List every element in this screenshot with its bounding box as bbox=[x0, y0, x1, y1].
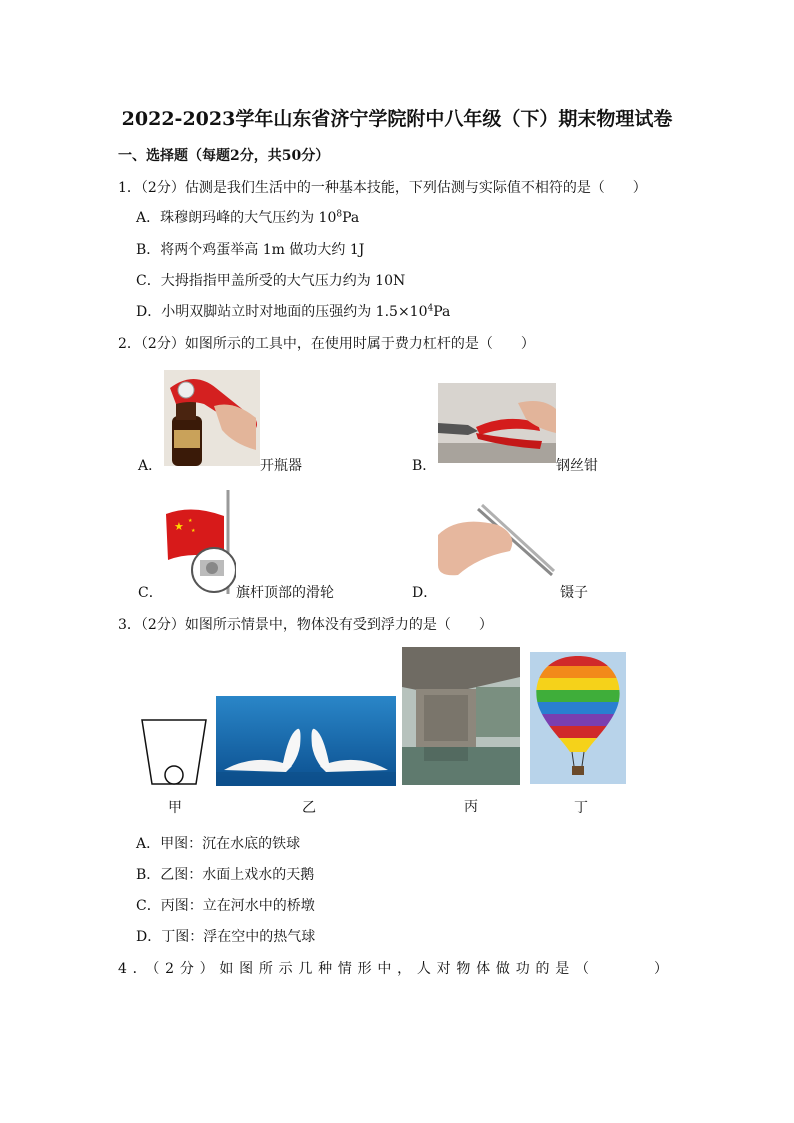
q2-option-d-caption: 镊子 bbox=[560, 585, 588, 601]
q3-option-a: A．甲图：沉在水底的铁球 bbox=[136, 836, 301, 852]
q3-caption-bing: 丙 bbox=[464, 799, 478, 815]
tweezers-image bbox=[438, 495, 556, 587]
q1-option-d: D．小明双脚站立时对地面的压强约为 $1.5\times 10^4Pa$ bbox=[136, 303, 451, 320]
pliers-image bbox=[438, 383, 556, 463]
q3-stem: 3．（2分）如图所示情景中，物体没有受到浮力的是（ ） bbox=[118, 617, 493, 633]
page-title: 2022-2023学年山东省济宁学院附中八年级（下）期末物理试卷 bbox=[121, 108, 673, 130]
swans-image bbox=[216, 696, 396, 786]
q2-option-c-caption: 旗杆顶部的滑轮 bbox=[236, 585, 334, 601]
q2-option-c-label: C． bbox=[138, 585, 163, 601]
q1-option-c: C．大拇指指甲盖所受的大气压力约为 10N bbox=[136, 273, 406, 289]
q2-option-a-caption: 开瓶器 bbox=[260, 458, 302, 474]
bridge-pier-image bbox=[402, 647, 520, 785]
bottle-opener-image bbox=[164, 370, 260, 466]
container-ball-image bbox=[138, 716, 210, 788]
section-heading: 一、选择题（每题2分，共50分） bbox=[118, 148, 330, 164]
q1-option-b: B．将两个鸡蛋举高 1m 做功大约 1J bbox=[136, 242, 365, 258]
hot-air-balloon-image bbox=[530, 652, 626, 784]
q1-stem: 1．（2分）估测是我们生活中的一种基本技能，下列估测与实际值不相符的是（ ） bbox=[118, 180, 647, 196]
q1-option-a: A．珠穆朗玛峰的大气压约为 $10^8Pa$ bbox=[136, 209, 360, 226]
svg-text:★: ★ bbox=[188, 518, 193, 524]
q2-option-b-label: B． bbox=[412, 458, 437, 474]
svg-text:★: ★ bbox=[174, 520, 184, 533]
q2-option-b-caption: 钢丝钳 bbox=[556, 458, 598, 474]
q3-option-b: B．乙图：水面上戏水的天鹅 bbox=[136, 867, 315, 883]
q3-caption-yi: 乙 bbox=[302, 800, 316, 816]
svg-text:★: ★ bbox=[191, 528, 196, 534]
q3-caption-ding: 丁 bbox=[574, 800, 588, 816]
q2-stem: 2．（2分）如图所示的工具中，在使用时属于费力杠杆的是（ ） bbox=[118, 336, 535, 352]
q2-option-d-label: D． bbox=[412, 585, 438, 601]
flagpole-pulley-image bbox=[164, 490, 236, 594]
q3-option-d: D．丁图：浮在空中的热气球 bbox=[136, 929, 316, 945]
q3-option-c: C．丙图：立在河水中的桥墩 bbox=[136, 898, 315, 914]
q2-option-a-label: A． bbox=[138, 458, 163, 474]
q4-stem: 4．（2分）如图所示几种情形中，人对物体做功的是（ ） bbox=[118, 961, 672, 977]
q3-caption-jia: 甲 bbox=[168, 800, 182, 816]
